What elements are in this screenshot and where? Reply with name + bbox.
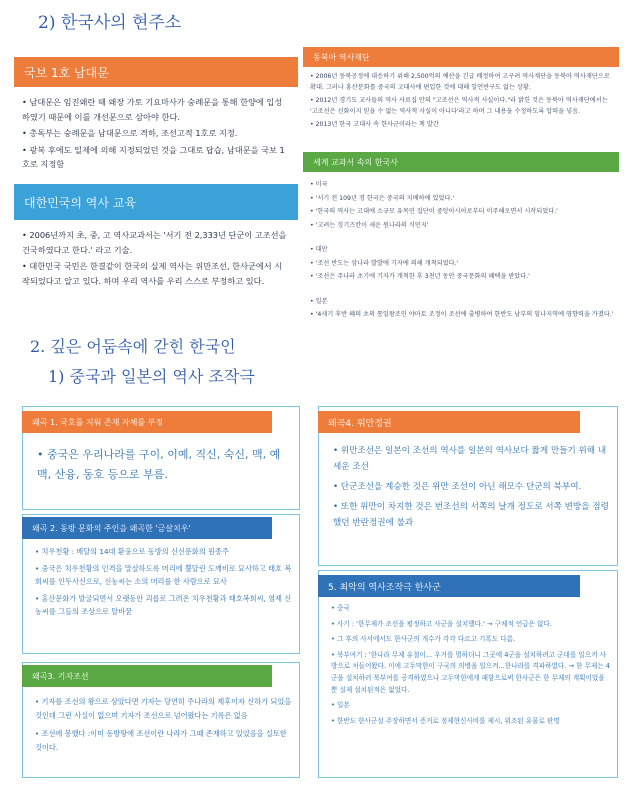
list-item: • 중국 <box>331 604 350 612</box>
list-item: • 일본 <box>310 297 328 305</box>
list-item: • 조선에 봉했다 :이미 동방땅에 조선이란 나라가 그때 존재하고 있었음을 실토한 것이다. <box>35 729 287 752</box>
list-item: • 홍산문화가 발굴되면서 오랫동안 괴롭로 그려온 치우천황과 태호복희씨, 염제 신농씨를 그들의 조상으로 탈바꿈 <box>35 593 292 616</box>
list-item: • 그 후의 사서에서도 한사군의 개수가 각각 다르고 기록도 다름. <box>331 635 516 644</box>
box-distortion-4-title: 왜곡4. 위만정권 <box>328 418 392 429</box>
section-heading-current-state: 2) 한국사의 현주소 <box>38 13 182 33</box>
list-item: • 2013년 한국 고대사 속 한사군이라는 책 발간 <box>310 121 439 128</box>
list-item: • 또한 위만이 차지한 것은 번조선의 서쪽의 날개 정도로 서쪽 변방을 점령했던 반란정권에 불과 <box>333 502 609 528</box>
box-distortion-2-title: 왜곡 2. 동방 문화의 주인을 왜곡한 '금살치우' <box>32 523 191 533</box>
box-distortion-5 <box>318 570 618 778</box>
list-item: • 2006년까지 초, 중, 고 역사교과서는 '서기 전 2,333년 단군이 고조선을 건국하였다고 한다.' 라고 기술. <box>22 230 287 255</box>
box-distortion-3-title: 왜곡3. 기자조선 <box>32 671 89 681</box>
history-education-list <box>22 228 288 290</box>
list-item: • 단군조선을 계승한 것은 위만 조선이 아닌 해모수 단군의 북부여. <box>333 482 582 492</box>
namdaemun-list <box>22 95 288 174</box>
box-distortion-2-head <box>22 517 272 539</box>
box-distortion-1 <box>22 406 300 510</box>
box-distortion-2 <box>22 514 300 654</box>
list-item: • 기자를 조선의 왕으로 삼았다면 기자는 당연히 주나라의 제후이자 신하가 되었을 것인데 그런 사실이 없으며 기자가 조선으로 넘어왔다는 기록은 없음 <box>35 697 292 720</box>
list-item: • '조선 반도는 삼나라 발발에 기자에 의해 개척되었다.' <box>310 259 459 267</box>
bar-history-education <box>14 184 298 220</box>
box-distortion-1-title: 왜곡 1. 국호를 지워 존재 자체를 부정 <box>32 417 164 427</box>
list-item: • '4세기 후반 왜의 초의 통일왕조인 야마토 조정이 조선에 출병하여 한반도 남부의 임나지역에 영향력을 가졌다.' <box>310 311 614 318</box>
list-item: • 북부여기 : '한나라 무제 유철이... 우거를 멸하더니 그곳에 4군을 설치하려고 군대를 일으켜 사방으로 처들어왔다. 이에 고두막한이 구국의 의병을 일으켜...한나라를 격파하였다. → 한 무제는 4군을 설치하러 북부여를 공격하였으나 고두막한에게 패함으로써 한사군은 한 무제의 계획이었을 뿐 실제 설치된적은 없었다. <box>331 650 610 694</box>
list-item: • 위만조선은 일본이 조선의 역사를 일본의 역사보다 짧게 만들기 위해 내세운 조선 <box>333 446 607 472</box>
list-item: • '고려는 징기즈칸이 세운 원나라의 식민지' <box>310 221 429 229</box>
bar-foundation-label: 동북아 역사재단 <box>313 52 370 62</box>
bar-namdaemun-label: 국보 1호 남대문 <box>24 65 109 80</box>
box-distortion-2-body <box>35 545 293 619</box>
bar-history-education-label: 대한민국의 역사 교육 <box>24 195 136 210</box>
list-item: • 총독부는 숭례문을 남대문으로 격하, 조선고적 1호로 지정. <box>22 128 238 138</box>
bar-northeast-asian-history-foundation <box>303 47 619 67</box>
list-item: • 중국은 치우천황의 인격을 말살하도록 머리에 뿔달린 도깨비로 묘사하고 태호 복희씨를 인두사신으로, 신농씨는 소의 머리를 한 사람으로 묘사 <box>35 563 292 586</box>
list-item: • 미국 <box>310 181 328 188</box>
box-distortion-3-body <box>35 695 293 754</box>
box-distortion-1-body: • 중국은 우리나라를 구이, 이예, 직신, 숙신, 맥, 예맥, 산융, 동호 등으로 부름. <box>37 448 281 481</box>
section-heading-dark-korean: 2. 깊은 어둠속에 갇힌 한국인 <box>30 337 236 356</box>
bar-namdaemun <box>14 57 298 87</box>
list-item: • 남대문은 임진왜란 때 왜장 가토 기요마사가 숭례문을 통해 한양에 입성하였기 때문에 이를 개선문으로 삼아야 한다. <box>22 97 283 122</box>
box-distortion-4 <box>318 406 618 566</box>
list-item: • 대한민국 국민은 한결같이 한국의 실제 역사는 위만조선, 한사군에서 시작되었다고 알고 있다. 하며 우리 역사를 우리 스스로 부정하고 있다. <box>22 261 283 286</box>
box-distortion-5-body <box>331 603 611 727</box>
world-textbooks-list <box>310 180 614 324</box>
subsection-heading-history-manipulation: 1) 중국과 일본의 역사 조작극 <box>48 367 255 386</box>
box-distortion-5-head <box>318 575 580 597</box>
list-item: • '한국의 역사는 고대에 소규모 유목민 집단이 중앙아시아로부터 이주해오면서 시작되었다.' <box>310 208 558 215</box>
box-distortion-3 <box>22 662 300 778</box>
list-item: • 2012년 경기도 교사들의 역사 사료집 안의 "고조선은 역사적 사실이다."라 밝힌 것은 동북아 역사재단에서는 '고조선은 신화이지 믿을 수 없는 역사적 사실이 아니다'라고 하며 그 내용을 수정하도록 압력을 넣음. <box>310 97 608 115</box>
box-distortion-5-title: 5. 최악의 역사조작극 한사군 <box>328 582 441 593</box>
list-item: • 광복 후에도 일제에 의해 지정되었던 것을 그대로 답습, 남대문을 국보 1호로 지정함 <box>22 144 285 169</box>
list-item: • 2006년 동북공정에 대응하기 위해 2,500억의 예산을 긴급 배정하여 고구려 역사재단을 동북아 역사재단으로 확대. 그러나 홍산문화를 중국의 고대사에 편입한 것에 대해 일언반구도 없는 상황. <box>310 73 610 91</box>
box-distortion-4-head <box>318 411 580 433</box>
list-item: • 치우천황 : 배달의 14대 환웅으로 동방의 신선문화의 원종주 <box>35 547 229 556</box>
list-item: • '조선은 주나라 초기에 기자가 개척한 후 3천년 동안 중국문화의 혜택을 받았다.' <box>310 273 530 280</box>
list-item: • 대만 <box>310 246 328 253</box>
foundation-list <box>310 72 614 134</box>
list-item: • 한반도 한사군설 주장하면서 증거로 점제현신사비를 제시, 위조된 유물로 판명 <box>331 716 560 725</box>
box-distortion-1-head <box>22 411 272 433</box>
bar-world-textbooks <box>303 152 619 172</box>
box-distortion-3-head <box>22 665 272 687</box>
list-item: • 사기 : '한무제가 조선을 평정하고 사군을 설치했다.' → 구체적 언급은 없다. <box>331 619 552 628</box>
box-distortion-4-body <box>333 443 609 531</box>
list-item: • 일본 <box>331 701 350 710</box>
list-item: • '서기 전 109년 경 한국은 중국의 지배하에 있었다.' <box>310 194 455 202</box>
bar-world-textbooks-label: 세계 교과서 속의 한국사 <box>313 157 398 167</box>
